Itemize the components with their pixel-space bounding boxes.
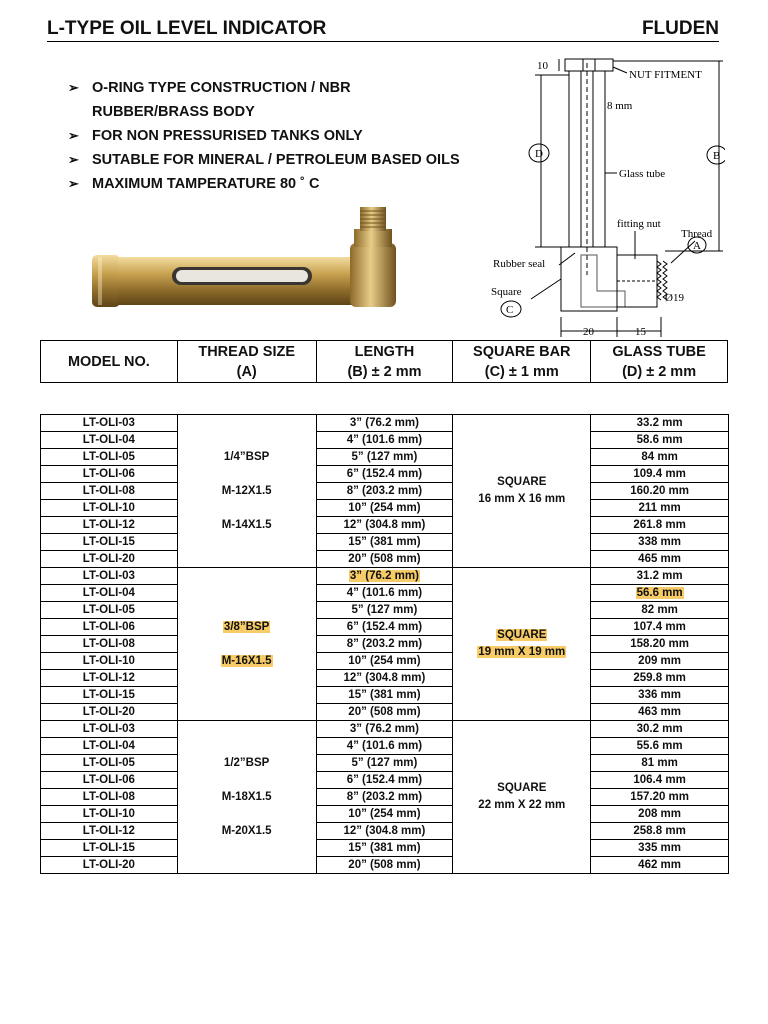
model-cell: LT-OLI-03 — [41, 568, 178, 585]
length-cell — [316, 772, 453, 789]
glass-tube-value: 208 mm — [638, 808, 682, 820]
table-row — [41, 670, 729, 687]
table-row — [41, 789, 729, 806]
glass-tube-cell — [591, 670, 729, 687]
model-cell: LT-OLI-05 — [41, 602, 178, 619]
length-value: 8” (203.2 mm) — [346, 638, 423, 650]
thread-a-label: A — [693, 240, 701, 252]
thread-size-value: 1/2”BSP — [223, 756, 270, 769]
thread-size-value: M-14X1.5 — [221, 518, 272, 531]
thread-size-value: M-16X1.5 — [221, 654, 272, 667]
length-value: 3” (76.2 mm) — [349, 723, 419, 735]
spacer — [178, 806, 316, 823]
glass-tube-cell — [591, 806, 729, 823]
length-cell — [316, 789, 453, 806]
table-row — [41, 823, 729, 840]
col-header-length: LENGTH (B) ± 2 mm — [316, 341, 453, 383]
length-cell — [316, 483, 453, 500]
glass-tube-cell — [591, 483, 729, 500]
dim-b-label: B — [713, 150, 721, 162]
glass-tube-cell — [591, 840, 729, 857]
thread-size-cell — [177, 415, 316, 568]
glass-tube-cell — [591, 415, 729, 432]
glass-tube-value: 336 mm — [638, 689, 682, 701]
length-value: 10” (254 mm) — [348, 655, 421, 667]
glass-tube-value: 160.20 mm — [630, 485, 690, 497]
width-20-label: 20 — [583, 326, 594, 338]
glass-tube-cell — [591, 755, 729, 772]
table-row — [41, 415, 729, 432]
length-value: 6” (152.4 mm) — [346, 621, 423, 633]
feature-text: O-RING TYPE CONSTRUCTION / NBR — [92, 80, 351, 96]
glass-tube-cell — [591, 653, 729, 670]
model-cell: LT-OLI-08 — [41, 636, 178, 653]
glass-tube-value: 30.2 mm — [636, 723, 683, 735]
length-cell — [316, 704, 453, 721]
square-bar-value: SQUARE — [497, 782, 547, 794]
model-cell: LT-OLI-20 — [41, 704, 178, 721]
length-value: 3” (76.2 mm) — [349, 570, 419, 582]
length-cell — [316, 415, 453, 432]
table-row — [41, 602, 729, 619]
model-cell: LT-OLI-15 — [41, 687, 178, 704]
glass-tube-value: 106.4 mm — [633, 774, 686, 786]
length-value: 15” (381 mm) — [348, 842, 421, 854]
spacer — [178, 466, 316, 483]
product-photo — [88, 205, 408, 310]
arrow-bullet-icon: ➢ — [68, 128, 79, 143]
length-cell — [316, 840, 453, 857]
length-cell — [316, 585, 453, 602]
length-cell — [316, 806, 453, 823]
square-label: Square — [491, 286, 522, 298]
glass-tube-cell — [591, 636, 729, 653]
table-row — [41, 585, 729, 602]
length-cell — [316, 534, 453, 551]
nut-fitment-label: NUT FITMENT — [629, 69, 702, 81]
arrow-bullet-icon: ➢ — [68, 80, 79, 95]
table-row — [41, 500, 729, 517]
glass-tube-value: 109.4 mm — [633, 468, 686, 480]
model-cell: LT-OLI-03 — [41, 721, 178, 738]
glass-tube-cell — [591, 551, 729, 568]
glass-tube-value: 31.2 mm — [636, 570, 683, 582]
length-cell — [316, 500, 453, 517]
length-cell — [316, 857, 453, 874]
length-cell — [316, 687, 453, 704]
table-row — [41, 806, 729, 823]
length-cell — [316, 432, 453, 449]
table-row — [41, 772, 729, 789]
feature-text: RUBBER/BRASS BODY — [92, 104, 255, 120]
feature-item — [68, 100, 460, 124]
model-cell: LT-OLI-05 — [41, 755, 178, 772]
glass-tube-value: 261.8 mm — [633, 519, 686, 531]
thread-size-cell — [177, 568, 316, 721]
square-bar-cell — [453, 415, 591, 568]
model-cell: LT-OLI-06 — [41, 466, 178, 483]
length-value: 4” (101.6 mm) — [346, 434, 423, 446]
glass-tube-value: 335 mm — [638, 842, 682, 854]
feature-item — [68, 148, 460, 172]
thread-size-value: 1/4”BSP — [223, 450, 270, 463]
brand-name: FLUDEN — [641, 18, 719, 39]
thread-label: Thread — [681, 228, 713, 240]
glass-tube-cell — [591, 721, 729, 738]
length-value: 12” (304.8 mm) — [343, 825, 426, 837]
model-cell: LT-OLI-20 — [41, 551, 178, 568]
thread-size-value: M-20X1.5 — [221, 824, 272, 837]
table-row — [41, 568, 729, 585]
glass-tube-value: 84 mm — [641, 451, 678, 463]
model-data-table — [40, 414, 729, 874]
feature-item — [68, 124, 460, 148]
length-value: 15” (381 mm) — [348, 689, 421, 701]
model-cell: LT-OLI-04 — [41, 432, 178, 449]
glass-tube-cell — [591, 466, 729, 483]
glass-tube-cell — [591, 432, 729, 449]
spacer — [178, 772, 316, 789]
square-bar-cell — [453, 568, 591, 721]
square-bar-value: SQUARE — [497, 476, 547, 488]
length-cell — [316, 568, 453, 585]
glass-tube-cell — [591, 789, 729, 806]
feature-text: SUTABLE FOR MINERAL / PETROLEUM BASED OILS — [92, 152, 460, 168]
length-value: 6” (152.4 mm) — [346, 468, 423, 480]
table-row — [41, 704, 729, 721]
col-header-square: SQUARE BAR (C) ± 1 mm — [453, 341, 591, 383]
glass-tube-value: 259.8 mm — [633, 672, 686, 684]
spec-header-table — [40, 340, 728, 383]
diameter-label: Ø19 — [665, 292, 684, 304]
model-cell: LT-OLI-04 — [41, 738, 178, 755]
fitting-nut-label: fitting nut — [617, 218, 661, 230]
length-value: 6” (152.4 mm) — [346, 774, 423, 786]
table-row — [41, 687, 729, 704]
model-cell: LT-OLI-10 — [41, 500, 178, 517]
feature-list — [68, 76, 460, 196]
feature-text: FOR NON PRESSURISED TANKS ONLY — [92, 128, 363, 144]
square-bar-value: 22 mm X 22 mm — [478, 799, 566, 811]
length-value: 8” (203.2 mm) — [346, 791, 423, 803]
glass-tube-value: 33.2 mm — [636, 417, 683, 429]
table-row — [41, 636, 729, 653]
length-value: 15” (381 mm) — [348, 536, 421, 548]
glass-tube-value: 82 mm — [641, 604, 678, 616]
table-row — [41, 534, 729, 551]
model-cell: LT-OLI-15 — [41, 840, 178, 857]
thread-size-value: M-12X1.5 — [221, 484, 272, 497]
glass-tube-value: 463 mm — [638, 706, 682, 718]
glass-tube-value: 58.6 mm — [636, 434, 683, 446]
header-divider — [47, 41, 719, 42]
length-value: 4” (101.6 mm) — [346, 740, 423, 752]
length-cell — [316, 823, 453, 840]
length-value: 3” (76.2 mm) — [349, 417, 419, 429]
dim-top-label: 10 — [537, 60, 548, 72]
glass-tube-cell — [591, 823, 729, 840]
length-value: 20” (508 mm) — [348, 553, 421, 565]
table-row — [41, 755, 729, 772]
col-header-glass: GLASS TUBE (D) ± 2 mm — [591, 341, 728, 383]
length-value: 20” (508 mm) — [348, 706, 421, 718]
model-cell: LT-OLI-08 — [41, 789, 178, 806]
model-cell: LT-OLI-20 — [41, 857, 178, 874]
length-cell — [316, 738, 453, 755]
glass-tube-value: 338 mm — [638, 536, 682, 548]
technical-drawing — [485, 55, 725, 340]
glass-tube-value: 81 mm — [641, 757, 678, 769]
rubber-seal-label: Rubber seal — [493, 258, 546, 270]
glass-tube-cell — [591, 449, 729, 466]
feature-item — [68, 76, 460, 100]
length-value: 5” (127 mm) — [351, 451, 418, 463]
length-value: 8” (203.2 mm) — [346, 485, 423, 497]
dim-d-label: D — [535, 148, 543, 160]
glass-tube-value: 158.20 mm — [630, 638, 690, 650]
length-value: 5” (127 mm) — [351, 604, 418, 616]
model-cell: LT-OLI-10 — [41, 806, 178, 823]
thread-size-value: M-18X1.5 — [221, 790, 272, 803]
model-cell: LT-OLI-12 — [41, 670, 178, 687]
glass-tube-cell — [591, 687, 729, 704]
table-row — [41, 517, 729, 534]
glass-tube-value: 55.6 mm — [636, 740, 683, 752]
page-title: L-TYPE OIL LEVEL INDICATOR — [47, 18, 327, 39]
feature-item — [68, 172, 460, 196]
table-row — [41, 432, 729, 449]
table-row — [41, 857, 729, 874]
model-cell: LT-OLI-04 — [41, 585, 178, 602]
tube-bore-label: 8 mm — [607, 100, 633, 112]
width-15-label: 15 — [635, 326, 646, 338]
square-bar-value: 16 mm X 16 mm — [478, 493, 566, 505]
glass-tube-label: Glass tube — [619, 168, 666, 180]
glass-tube-value: 462 mm — [638, 859, 682, 871]
thread-size-value: 3/8”BSP — [223, 620, 270, 633]
length-cell — [316, 466, 453, 483]
model-cell: LT-OLI-05 — [41, 449, 178, 466]
length-cell — [316, 653, 453, 670]
square-bar-cell — [453, 721, 591, 874]
spec-header-row — [41, 341, 728, 383]
model-cell: LT-OLI-06 — [41, 772, 178, 789]
length-value: 20” (508 mm) — [348, 859, 421, 871]
arrow-bullet-icon: ➢ — [68, 176, 79, 191]
length-value: 12” (304.8 mm) — [343, 672, 426, 684]
length-cell — [316, 670, 453, 687]
length-cell — [316, 449, 453, 466]
table-row — [41, 449, 729, 466]
length-cell — [316, 636, 453, 653]
length-cell — [316, 517, 453, 534]
glass-tube-value: 465 mm — [638, 553, 682, 565]
model-cell: LT-OLI-08 — [41, 483, 178, 500]
thread-size-cell — [177, 721, 316, 874]
model-cell: LT-OLI-03 — [41, 415, 178, 432]
feature-text: MAXIMUM TAMPERATURE 80 ˚ C — [92, 176, 320, 192]
length-cell — [316, 721, 453, 738]
table-row — [41, 466, 729, 483]
model-cell: LT-OLI-06 — [41, 619, 178, 636]
col-header-model: MODEL NO. — [41, 341, 178, 383]
col-header-thread: THREAD SIZE (A) — [177, 341, 316, 383]
glass-tube-value: 211 mm — [638, 502, 681, 514]
model-cell: LT-OLI-10 — [41, 653, 178, 670]
glass-tube-value: 107.4 mm — [633, 621, 686, 633]
square-bar-value: SQUARE — [497, 629, 547, 641]
spacer — [178, 500, 316, 517]
glass-tube-cell — [591, 534, 729, 551]
glass-tube-cell — [591, 568, 729, 585]
glass-tube-cell — [591, 517, 729, 534]
table-row — [41, 721, 729, 738]
table-row — [41, 738, 729, 755]
glass-tube-value: 157.20 mm — [630, 791, 690, 803]
square-bar-value: 19 mm X 19 mm — [478, 646, 566, 658]
table-row — [41, 619, 729, 636]
glass-tube-cell — [591, 738, 729, 755]
arrow-bullet-icon: ➢ — [68, 152, 79, 167]
length-value: 4” (101.6 mm) — [346, 587, 423, 599]
glass-tube-cell — [591, 704, 729, 721]
model-cell: LT-OLI-12 — [41, 823, 178, 840]
glass-tube-cell — [591, 619, 729, 636]
glass-tube-cell — [591, 857, 729, 874]
glass-tube-value: 56.6 mm — [636, 587, 683, 599]
square-c-label: C — [506, 304, 514, 316]
table-row — [41, 551, 729, 568]
table-row — [41, 840, 729, 857]
length-value: 10” (254 mm) — [348, 502, 421, 514]
glass-tube-cell — [591, 602, 729, 619]
table-row — [41, 653, 729, 670]
glass-tube-cell — [591, 500, 729, 517]
table-row — [41, 483, 729, 500]
model-cell: LT-OLI-15 — [41, 534, 178, 551]
model-cell: LT-OLI-12 — [41, 517, 178, 534]
length-cell — [316, 551, 453, 568]
length-value: 10” (254 mm) — [348, 808, 421, 820]
length-cell — [316, 602, 453, 619]
length-value: 12” (304.8 mm) — [343, 519, 426, 531]
length-value: 5” (127 mm) — [351, 757, 418, 769]
glass-tube-cell — [591, 585, 729, 602]
glass-tube-value: 258.8 mm — [633, 825, 686, 837]
length-cell — [316, 619, 453, 636]
length-cell — [316, 755, 453, 772]
glass-tube-value: 209 mm — [638, 655, 682, 667]
spacer — [178, 636, 316, 653]
glass-tube-cell — [591, 772, 729, 789]
